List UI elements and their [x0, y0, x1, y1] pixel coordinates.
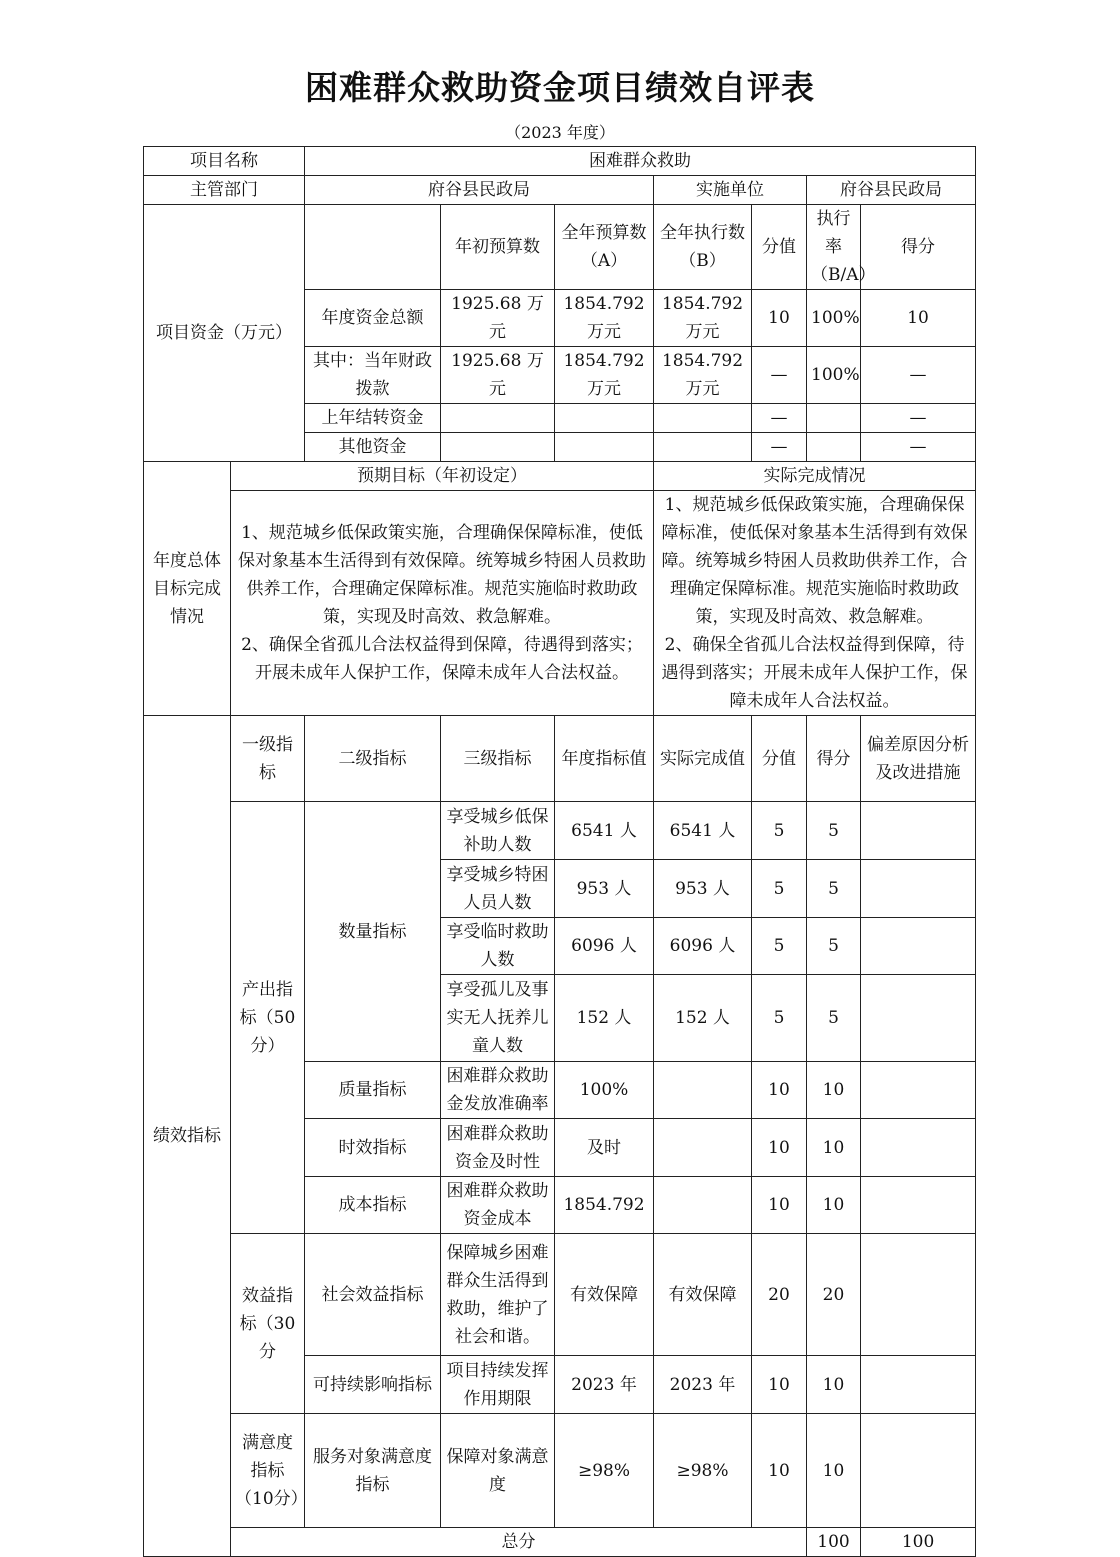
goals-label: 年度总体目标完成情况 [144, 462, 231, 716]
indicator-score: 5 [807, 918, 861, 975]
social-label: 社会效益指标 [305, 1234, 441, 1356]
funds-row-budget: 1854.792 万元 [555, 347, 654, 404]
funds-header-exec: 全年执行数（B） [654, 205, 752, 290]
indicator-actual: 152 人 [654, 975, 752, 1062]
timeliness-label: 时效指标 [305, 1119, 441, 1177]
year-subtitle: （2023 年度） [505, 123, 615, 142]
funds-row-rate: 100% [807, 290, 861, 347]
indicator-actual: 6541 人 [654, 802, 752, 860]
indicator-score-val: 5 [752, 975, 807, 1062]
indicator-analysis [861, 1177, 976, 1234]
perf-header-target: 年度指标值 [555, 716, 654, 802]
funds-row-score: — [861, 347, 976, 404]
indicator-analysis [861, 975, 976, 1062]
indicator-name: 享受城乡特困人员人数 [441, 860, 555, 918]
indicator-target: 及时 [555, 1119, 654, 1177]
funds-row-rate [807, 433, 861, 462]
perf-header-analysis: 偏差原因分析及改进措施 [861, 716, 976, 802]
funds-header-score: 得分 [861, 205, 976, 290]
page-title: 困难群众救助资金项目绩效自评表 [305, 68, 815, 107]
quantity-label: 数量指标 [305, 802, 441, 1062]
funds-header-empty [305, 205, 441, 290]
funds-row-score-val: 10 [752, 290, 807, 347]
indicator-analysis [861, 1119, 976, 1177]
quality-label: 质量指标 [305, 1062, 441, 1119]
indicator-target: 152 人 [555, 975, 654, 1062]
indicator-score: 10 [807, 1119, 861, 1177]
indicator-score: 5 [807, 860, 861, 918]
indicator-name: 享受临时救助人数 [441, 918, 555, 975]
indicator-actual: 6096 人 [654, 918, 752, 975]
indicator-score-val: 10 [752, 1414, 807, 1528]
funds-row-score: — [861, 404, 976, 433]
indicator-analysis [861, 860, 976, 918]
indicator-target: ≥98% [555, 1414, 654, 1528]
funds-row-exec: 1854.792 万元 [654, 347, 752, 404]
funds-row-score: — [861, 433, 976, 462]
goals-actual-paragraph-1: 1、规范城乡低保政策实施，合理确保保障标准，使低保对象基本生活得到有效保障。统筹城乡特困人员救助供养工作，合理确定保障标准。规范实施临时救助政策，实现及时高效、救急解难。 [661, 495, 968, 627]
funds-row-label: 年度资金总额 [305, 290, 441, 347]
goals-actual-paragraph-2: 2、确保全省孤儿合法权益得到保障，待遇得到落实；开展未成年人保护工作，保障未成年人合法权益。 [661, 635, 968, 711]
service-label: 服务对象满意度指标 [305, 1414, 441, 1528]
indicator-score-val: 10 [752, 1119, 807, 1177]
funds-row-initial [441, 404, 555, 433]
impl-value: 府谷县民政局 [807, 176, 976, 205]
funds-row-budget: 1854.792 万元 [555, 290, 654, 347]
dept-label: 主管部门 [144, 176, 305, 205]
funds-header-initial: 年初预算数 [441, 205, 555, 290]
indicator-actual: ≥98% [654, 1414, 752, 1528]
indicator-score: 10 [807, 1062, 861, 1119]
indicator-actual: 953 人 [654, 860, 752, 918]
funds-row-score-val: — [752, 404, 807, 433]
perf-header-score: 得分 [807, 716, 861, 802]
indicator-score: 20 [807, 1234, 861, 1356]
indicator-score-val: 5 [752, 860, 807, 918]
indicator-score: 5 [807, 975, 861, 1062]
funds-row-score-val: — [752, 347, 807, 404]
indicator-target: 953 人 [555, 860, 654, 918]
goals-expected-text [231, 491, 654, 716]
indicator-target: 有效保障 [555, 1234, 654, 1356]
funds-row-initial [441, 433, 555, 462]
project-name-value: 困难群众救助 [305, 147, 976, 176]
funds-label: 项目资金（万元） [144, 205, 305, 462]
funds-row-rate [807, 404, 861, 433]
indicator-target: 2023 年 [555, 1356, 654, 1414]
indicator-target: 1854.792 [555, 1177, 654, 1234]
funds-row-score-val: — [752, 433, 807, 462]
funds-row-label: 其中：当年财政拨款 [305, 347, 441, 404]
perf-header-actual: 实际完成值 [654, 716, 752, 802]
goals-expected-paragraph-1: 1、规范城乡低保政策实施，合理确保保障标准，使低保对象基本生活得到有效保障。统筹城乡特困人员救助供养工作，合理确定保障标准。规范实施临时救助政策，实现及时高效、救急解难。 [238, 523, 646, 627]
indicator-actual [654, 1062, 752, 1119]
indicator-name: 困难群众救助资金及时性 [441, 1119, 555, 1177]
total-label: 总分 [231, 1528, 807, 1557]
goals-actual-header: 实际完成情况 [654, 462, 976, 491]
funds-row-label: 其他资金 [305, 433, 441, 462]
indicator-actual: 2023 年 [654, 1356, 752, 1414]
funds-row-exec [654, 433, 752, 462]
indicator-analysis [861, 1062, 976, 1119]
indicator-analysis [861, 1234, 976, 1356]
goals-expected-paragraph-2: 2、确保全省孤儿合法权益得到保障，待遇得到落实；开展未成年人保护工作，保障未成年人合法权益。 [241, 635, 643, 683]
impl-label: 实施单位 [654, 176, 807, 205]
total-score: 100 [861, 1528, 976, 1557]
output-label: 产出指标（50分） [231, 802, 305, 1234]
funds-row-score: 10 [861, 290, 976, 347]
indicator-analysis [861, 918, 976, 975]
funds-row-budget [555, 433, 654, 462]
indicator-score-val: 20 [752, 1234, 807, 1356]
indicator-target: 100% [555, 1062, 654, 1119]
funds-header-score-val: 分值 [752, 205, 807, 290]
indicator-score-val: 5 [752, 802, 807, 860]
indicator-name: 困难群众救助资金成本 [441, 1177, 555, 1234]
perf-header-l2: 二级指标 [305, 716, 441, 802]
sustain-label: 可持续影响指标 [305, 1356, 441, 1414]
cost-label: 成本指标 [305, 1177, 441, 1234]
total-score-val: 100 [807, 1528, 861, 1557]
funds-header-rate: 执行率（B/A） [807, 205, 861, 290]
indicator-target: 6541 人 [555, 802, 654, 860]
indicator-analysis [861, 1356, 976, 1414]
perf-header-score-val: 分值 [752, 716, 807, 802]
indicator-score-val: 5 [752, 918, 807, 975]
indicator-name: 保障对象满意度 [441, 1414, 555, 1528]
perf-label: 绩效指标 [144, 716, 231, 1557]
indicator-target: 6096 人 [555, 918, 654, 975]
funds-row-initial: 1925.68 万元 [441, 290, 555, 347]
indicator-actual [654, 1177, 752, 1234]
indicator-score: 10 [807, 1177, 861, 1234]
funds-row-initial: 1925.68 万元 [441, 347, 555, 404]
dept-value: 府谷县民政局 [305, 176, 654, 205]
funds-row-exec [654, 404, 752, 433]
perf-header-l3: 三级指标 [441, 716, 555, 802]
evaluation-table [143, 146, 976, 1557]
funds-row-exec: 1854.792 万元 [654, 290, 752, 347]
indicator-name: 保障城乡困难群众生活得到救助，维护了社会和谐。 [441, 1234, 555, 1356]
goals-expected-header: 预期目标（年初设定） [231, 462, 654, 491]
perf-header-l1: 一级指标 [231, 716, 305, 802]
benefit-label: 效益指标（30分 [231, 1234, 305, 1414]
funds-header-budget: 全年预算数（A） [555, 205, 654, 290]
project-name-label: 项目名称 [144, 147, 305, 176]
indicator-actual [654, 1119, 752, 1177]
indicator-actual: 有效保障 [654, 1234, 752, 1356]
indicator-name: 项目持续发挥作用期限 [441, 1356, 555, 1414]
indicator-score: 10 [807, 1414, 861, 1528]
indicator-score-val: 10 [752, 1356, 807, 1414]
funds-row-label: 上年结转资金 [305, 404, 441, 433]
indicator-score: 10 [807, 1356, 861, 1414]
indicator-score-val: 10 [752, 1062, 807, 1119]
indicator-analysis [861, 802, 976, 860]
indicator-analysis [861, 1414, 976, 1528]
goals-actual-text [654, 491, 976, 716]
indicator-name: 享受孤儿及事实无人抚养儿童人数 [441, 975, 555, 1062]
indicator-name: 享受城乡低保补助人数 [441, 802, 555, 860]
indicator-score: 5 [807, 802, 861, 860]
indicator-name: 困难群众救助金发放准确率 [441, 1062, 555, 1119]
funds-row-budget [555, 404, 654, 433]
satisfaction-label: 满意度指标（10分） [231, 1414, 305, 1528]
indicator-score-val: 10 [752, 1177, 807, 1234]
funds-row-rate: 100% [807, 347, 861, 404]
